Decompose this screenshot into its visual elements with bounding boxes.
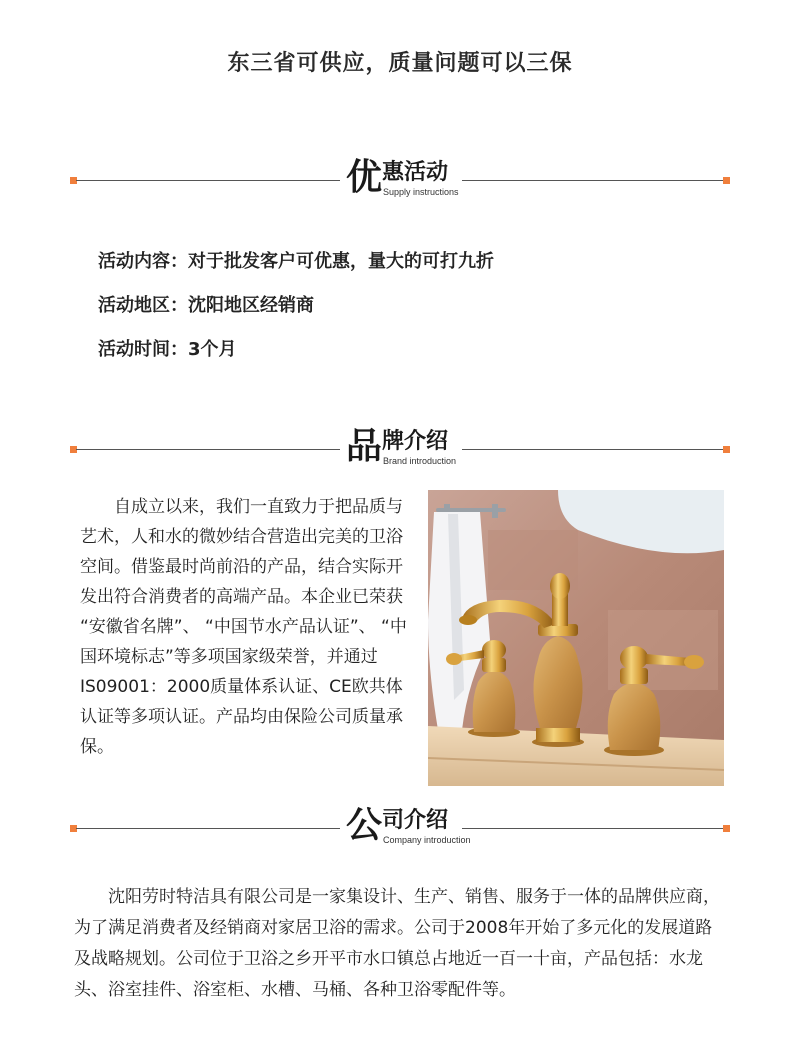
divider-line	[462, 449, 724, 450]
divider-line	[76, 449, 340, 450]
section-subtitle: Company introduction	[383, 835, 471, 845]
orange-dot-icon	[723, 177, 730, 184]
page-title: 东三省可供应，质量问题可以三保	[227, 51, 573, 76]
section-title-rest: 惠活动	[382, 160, 449, 185]
section-header-brand	[70, 425, 730, 475]
section-title-big-char: 优	[346, 157, 383, 198]
faucet-product-image	[428, 490, 724, 786]
section-header-promotion	[70, 156, 730, 206]
activity-duration: 活动时间：3个月	[98, 339, 237, 360]
section-title-brand	[346, 425, 466, 475]
orange-dot-icon	[723, 446, 730, 453]
section-subtitle: Supply instructions	[383, 187, 459, 197]
section-subtitle: Brand introduction	[383, 456, 457, 466]
divider-line	[462, 180, 724, 181]
divider-line	[76, 180, 340, 181]
brand-description	[80, 492, 416, 762]
brand-paragraph: 自成立以来，我们一直致力于把品质与艺术，人和水的微妙结合营造出完美的卫浴空间。借鉴最时尚前沿的产品，结合实际开发出符合消费者的高端产品。本企业已荣获 “安徽省名牌”、 “中国节水产品认证”、 “中国环境标志”等多项国家级荣誉，并通过IS09001：2000质量体系认证、CE欧共体认证等多项认证。产品均由保险公司质量承保。	[80, 497, 407, 757]
activity-region: 活动地区：沈阳地区经销商	[98, 295, 314, 316]
activity-content: 活动内容：对于批发客户可优惠，量大的可打九折	[98, 251, 494, 272]
section-title-big-char: 公	[346, 805, 383, 846]
section-title-rest: 司介绍	[382, 808, 449, 833]
orange-dot-icon	[723, 825, 730, 832]
section-title-big-char: 品	[346, 426, 383, 467]
divider-line	[76, 828, 340, 829]
section-header-company	[70, 804, 730, 854]
divider-line	[462, 828, 724, 829]
company-paragraph: 沈阳劳时特洁具有限公司是一家集设计、生产、销售、服务于一体的品牌供应商，为了满足消费者及经销商对家居卫浴的需求。公司于2008年开始了多元化的发展道路及战略规划。公司位于卫浴之乡开平市水口镇总占地近一百一十亩，产品包括：水龙头、浴室挂件、浴室柜、水槽、马桶、各种卫浴零配件等。	[74, 887, 720, 1000]
section-title-rest: 牌介绍	[382, 429, 449, 454]
section-title-company	[346, 804, 471, 854]
section-title-promotion	[346, 156, 466, 206]
activity-list	[98, 248, 718, 380]
company-description	[74, 882, 724, 1006]
